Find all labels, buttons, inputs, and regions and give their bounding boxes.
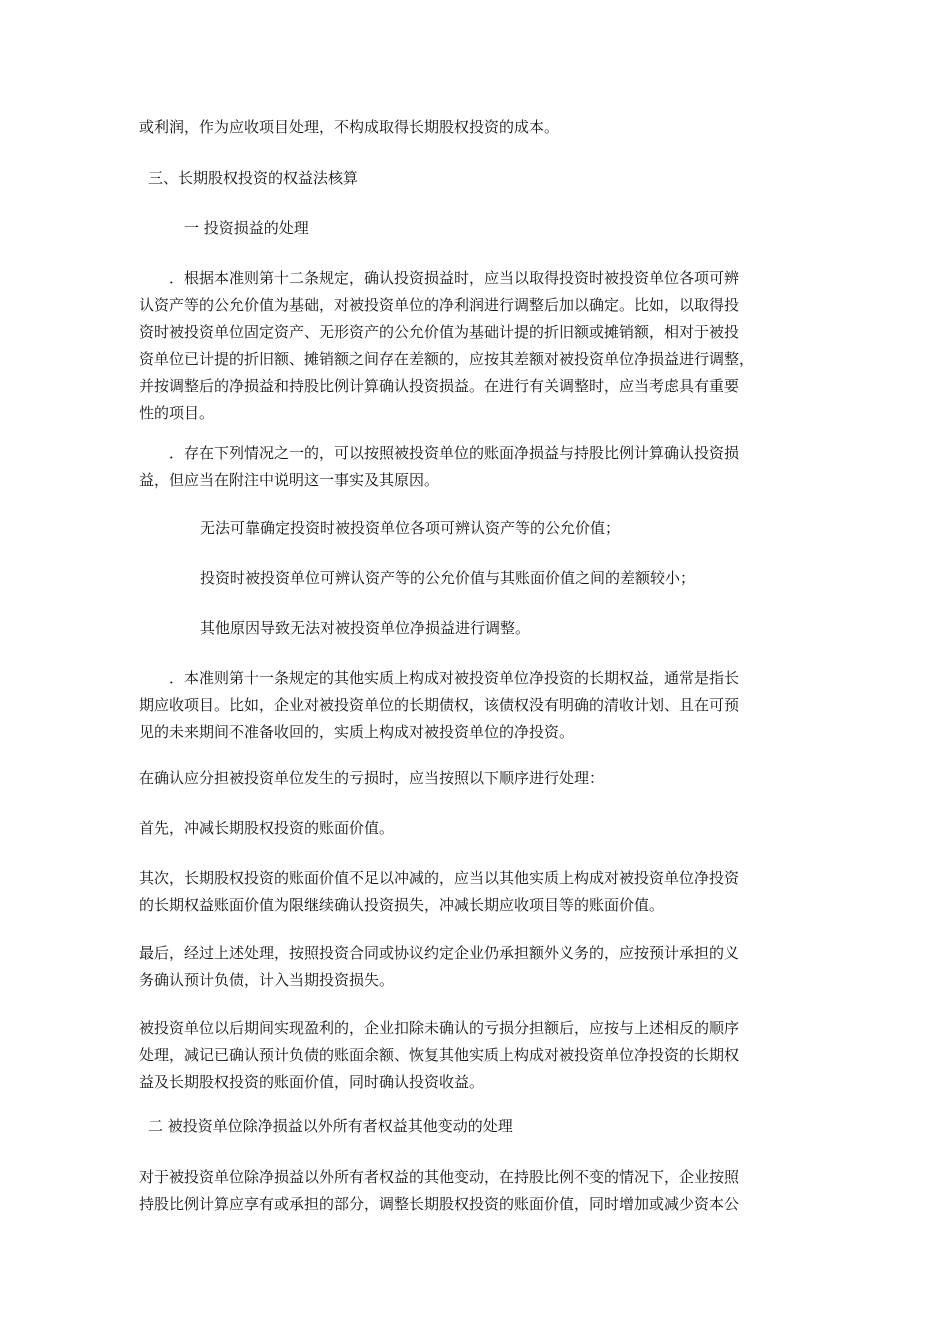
paragraph-line: 在确认应分担被投资单位发生的亏损时，应当按照以下顺序进行处理： <box>139 769 605 787</box>
paragraph-line: 务确认预计负债，计入当期投资损失。 <box>139 971 395 989</box>
list-item-1: 无法可靠确定投资时被投资单位各项可辨认资产等的公允价值； <box>200 519 621 537</box>
paragraph-line: 持股比例计算应享有或承担的部分，调整长期股权投资的账面价值，同时增加或减少资本公 <box>139 1195 740 1213</box>
paragraph-4 <box>139 765 815 792</box>
paragraph-line: 其次，长期股权投资的账面价值不足以冲减的，应当以其他实质上构成对被投资单位净投资 <box>139 869 740 887</box>
paragraph-6 <box>139 865 815 919</box>
paragraph-intro <box>139 114 815 141</box>
paragraph-line: 资单位已计提的折旧额、摊销额之间存在差额的，应按其差额对被投资单位净损益进行调整， <box>139 350 755 368</box>
subsection-heading-other-equity-changes: 二 被投资单位除净损益以外所有者权益其他变动的处理 <box>148 1117 513 1135</box>
paragraph-line: 的长期权益账面价值为限继续确认投资损失，冲减长期应收项目等的账面价值。 <box>139 896 665 914</box>
list-item-3: 其他原因导致无法对被投资单位净损益进行调整。 <box>200 619 531 637</box>
paragraph-line: 并按调整后的净损益和持股比例计算确认投资损益。在进行有关调整时，应当考虑具有重要 <box>139 377 740 395</box>
paragraph-5 <box>139 815 815 842</box>
paragraph-line: 资时被投资单位固定资产、无形资产的公允价值为基础计提的折旧额或摊销额，相对于被投 <box>139 323 740 341</box>
paragraph-2 <box>139 440 815 494</box>
paragraph-3 <box>139 665 815 746</box>
section-heading-3: 三、长期股权投资的权益法核算 <box>148 169 359 187</box>
paragraph-line: 最后，经过上述处理，按照投资合同或协议约定企业仍承担额外义务的，应按预计承担的义 <box>139 944 740 962</box>
paragraph-line: 期应收项目。比如，企业对被投资单位的长期债权，该债权没有明确的清收计划、且在可预 <box>139 696 740 714</box>
subsection-heading-investment-gains-losses: 一 投资损益的处理 <box>184 219 309 237</box>
paragraph-9 <box>139 1164 815 1218</box>
list-item-2: 投资时被投资单位可辨认资产等的公允价值与其账面价值之间的差额较小； <box>200 569 696 587</box>
paragraph-line: ．本准则第十一条规定的其他实质上构成对被投资单位净投资的长期权益，通常是指长 <box>169 669 740 687</box>
paragraph-line: 认资产等的公允价值为基础，对被投资单位的净利润进行调整后加以确定。比如，以取得投 <box>139 296 740 314</box>
paragraph-8 <box>139 1015 815 1096</box>
paragraph-line: 被投资单位以后期间实现盈利的，企业扣除未确认的亏损分担额后，应按与上述相反的顺序 <box>139 1019 740 1037</box>
paragraph-line: 益，但应当在附注中说明这一事实及其原因。 <box>139 471 440 489</box>
paragraph-line: 或利润，作为应收项目处理，不构成取得长期股权投资的成本。 <box>139 118 560 136</box>
paragraph-7 <box>139 940 815 994</box>
paragraph-line: 性的项目。 <box>139 404 215 422</box>
paragraph-line: 对于被投资单位除净损益以外所有者权益的其他变动，在持股比例不变的情况下，企业按照 <box>139 1168 740 1186</box>
paragraph-line: 见的未来期间不准备收回的，实质上构成对被投资单位的净投资。 <box>139 723 575 741</box>
paragraph-line: 益及长期股权投资的账面价值，同时确认投资收益。 <box>139 1073 485 1091</box>
paragraph-line: ．存在下列情况之一的，可以按照被投资单位的账面净损益与持股比例计算确认投资损 <box>169 444 740 462</box>
paragraph-1 <box>139 265 815 427</box>
paragraph-line: 处理，减记已确认预计负债的账面余额、恢复其他实质上构成对被投资单位净投资的长期权 <box>139 1046 740 1064</box>
paragraph-line: ．根据本准则第十二条规定，确认投资损益时，应当以取得投资时被投资单位各项可辨 <box>169 269 740 287</box>
paragraph-line: 首先，冲减长期股权投资的账面价值。 <box>139 819 395 837</box>
